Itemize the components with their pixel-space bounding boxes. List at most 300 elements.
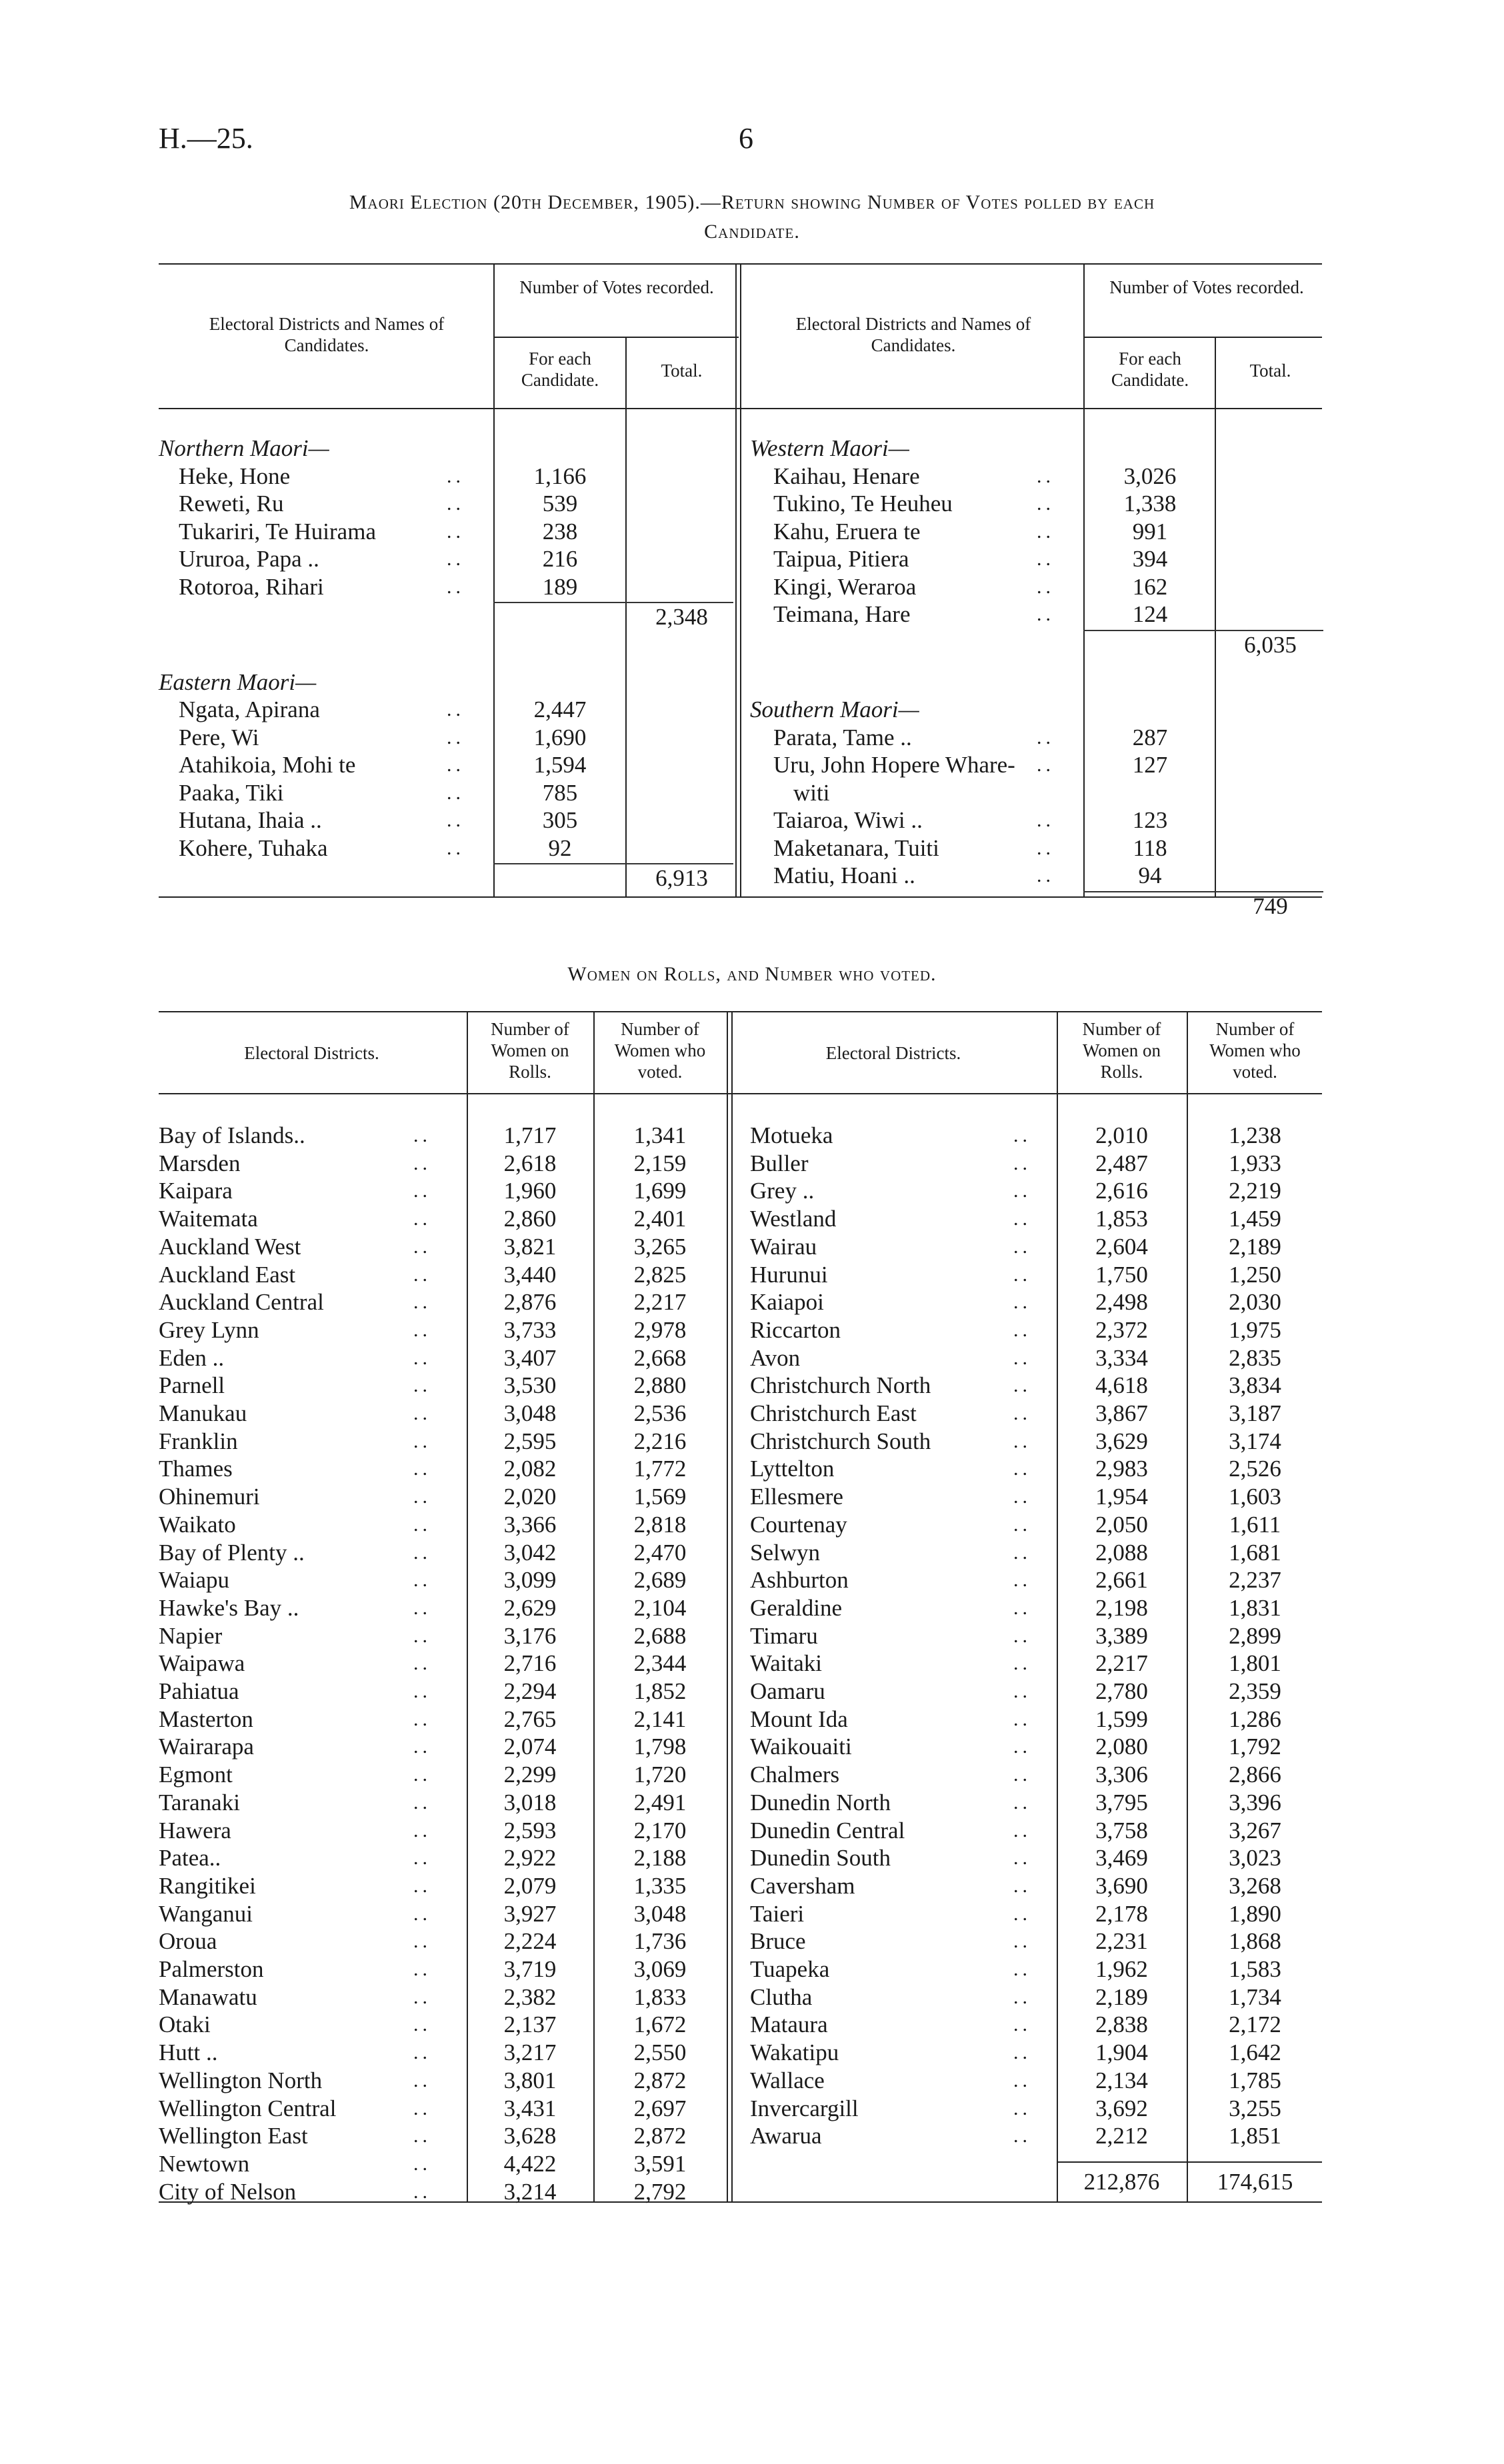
leader-dots: .. [413, 1569, 431, 1592]
leader-dots: .. [447, 781, 465, 804]
women-voted: 1,681 [1229, 1539, 1281, 1566]
district-name: Manawatu [159, 1983, 257, 2010]
candidate-name: Maketanara, Tuiti [773, 834, 939, 861]
district-name: Auckland Central [159, 1289, 324, 1316]
candidate-votes: 1,166 [533, 463, 587, 489]
district-name: Ohinemuri [159, 1484, 260, 1510]
women-on-rolls: 3,795 [1095, 1789, 1148, 1816]
candidate-votes: 238 [542, 518, 578, 545]
leader-dots: .. [1037, 465, 1055, 487]
women-on-rolls: 2,080 [1095, 1734, 1148, 1760]
women-on-rolls: 3,214 [503, 2178, 557, 2205]
women-voted: 2,872 [633, 2067, 687, 2093]
district-name: Palmerston [159, 1956, 264, 1982]
district-name: Caversham [750, 1872, 855, 1899]
candidate-votes: 1,690 [533, 724, 587, 750]
women-on-rolls: 4,618 [1095, 1372, 1148, 1399]
leader-dots: .. [1013, 1680, 1031, 1702]
leader-dots: .. [1013, 2097, 1031, 2119]
leader-dots: .. [1013, 1985, 1031, 2008]
women-voted: 1,286 [1229, 1706, 1281, 1732]
candidate-name: Rotoroa, Rihari [179, 573, 324, 600]
leader-dots: .. [413, 1180, 431, 1202]
district-name: Bay of Islands.. [159, 1122, 305, 1148]
women-on-rolls: 1,717 [503, 1122, 557, 1148]
women-voted: 1,341 [633, 1122, 687, 1148]
women-voted: 3,174 [1229, 1428, 1281, 1454]
leader-dots: .. [413, 1847, 431, 1869]
district-name: Newtown [159, 2150, 250, 2177]
candidate-name: Atahikoia, Mohi te [179, 752, 356, 778]
district-name: Riccarton [750, 1316, 841, 1343]
women-on-rolls: 1,904 [1095, 2039, 1148, 2066]
leader-dots: .. [413, 2097, 431, 2119]
women-col-rolls-right: Number of Women on Rolls. [1082, 1019, 1161, 1082]
women-voted: 1,975 [1229, 1316, 1281, 1343]
women-voted: 1,583 [1229, 1956, 1281, 1982]
district-name: Ashburton [750, 1567, 849, 1594]
leader-dots: .. [1013, 1791, 1031, 1814]
candidate-name: Uru, John Hopere Whare- [773, 752, 1015, 778]
women-voted: 2,978 [633, 1316, 687, 1343]
district-name: Waitaki [750, 1650, 822, 1677]
district-name: Wellington Central [159, 2095, 337, 2121]
women-col-district-right: Electoral Districts. [825, 1043, 961, 1063]
leader-dots: .. [1013, 1346, 1031, 1369]
women-on-rolls: 3,719 [503, 1956, 557, 1982]
leader-dots: .. [1013, 1652, 1031, 1675]
leader-dots: .. [413, 1374, 431, 1397]
district-name: Taranaki [159, 1789, 240, 1816]
women-on-rolls: 2,079 [503, 1872, 557, 1899]
women-on-rolls: 3,042 [503, 1539, 557, 1566]
candidate-votes: 92 [548, 834, 572, 861]
women-col-rolls: Number of Women on Rolls. [491, 1019, 569, 1082]
women-voted: 2,401 [633, 1206, 687, 1232]
candidate-votes: 3,026 [1123, 463, 1177, 489]
district-name: Parnell [159, 1372, 225, 1399]
women-on-rolls: 3,629 [1095, 1428, 1148, 1454]
women-voted: 2,835 [1229, 1344, 1281, 1371]
candidate-name: Tukino, Te Heuheu [773, 491, 953, 517]
leader-dots: .. [1013, 1958, 1031, 1980]
women-voted: 1,238 [1229, 1122, 1281, 1148]
district-name: Christchurch North [750, 1372, 931, 1399]
women-on-rolls: 2,088 [1095, 1539, 1148, 1566]
women-on-rolls: 2,593 [503, 1817, 557, 1844]
women-on-rolls: 1,750 [1095, 1261, 1148, 1288]
candidate-votes: 1,338 [1123, 491, 1177, 517]
leader-dots: .. [413, 1458, 431, 1480]
women-voted: 1,569 [633, 1484, 687, 1510]
district-name: Waitemata [159, 1206, 258, 1232]
leader-dots: .. [413, 1930, 431, 1953]
district-name: Dunedin South [750, 1845, 891, 1871]
women-voted: 2,792 [633, 2178, 687, 2205]
women-voted: 3,048 [633, 1900, 687, 1927]
women-voted: 2,159 [633, 1150, 687, 1176]
women-on-rolls: 2,372 [1095, 1316, 1148, 1343]
women-voted: 2,689 [633, 1567, 687, 1594]
women-voted: 2,188 [633, 1845, 687, 1871]
women-on-rolls: 2,294 [503, 1678, 557, 1704]
candidate-votes: 287 [1132, 724, 1168, 750]
women-on-rolls: 3,758 [1095, 1817, 1148, 1844]
election-col-total: Total. [661, 361, 703, 381]
leader-dots: .. [413, 1430, 431, 1452]
women-voted: 2,189 [1229, 1233, 1281, 1260]
leader-dots: .. [1013, 2069, 1031, 2091]
women-voted: 2,899 [1229, 1622, 1281, 1649]
leader-dots: .. [1013, 1764, 1031, 1786]
women-on-rolls: 2,382 [503, 1983, 557, 2010]
election-title-line2: Candidate. [704, 221, 800, 243]
district-name: Wellington North [159, 2067, 323, 2093]
district-name: Rangitikei [159, 1872, 256, 1899]
district-name: Buller [750, 1150, 809, 1176]
women-voted: 2,104 [633, 1594, 687, 1621]
women-title: Women on Rolls, and Number who voted. [567, 963, 937, 985]
women-voted: 3,396 [1229, 1789, 1281, 1816]
district-name: Dunedin North [750, 1789, 891, 1816]
women-on-rolls: 2,498 [1095, 1289, 1148, 1316]
leader-dots: .. [1013, 1318, 1031, 1341]
candidate-name: Taiaroa, Wiwi .. [773, 807, 923, 833]
district-name: Wellington East [159, 2123, 308, 2149]
leader-dots: .. [413, 1680, 431, 1702]
leader-dots: .. [1013, 2013, 1031, 2036]
women-voted: 1,792 [1229, 1734, 1281, 1760]
women-voted: 2,219 [1229, 1178, 1281, 1204]
leader-dots: .. [1037, 520, 1055, 543]
leader-dots: .. [447, 698, 465, 720]
leader-dots: .. [1013, 1569, 1031, 1592]
leader-dots: .. [413, 1764, 431, 1786]
district-name: Oamaru [750, 1678, 825, 1704]
candidate-votes: 539 [542, 491, 578, 517]
district-name: Ellesmere [750, 1484, 843, 1510]
leader-dots: .. [413, 1736, 431, 1758]
group-total: 2,348 [655, 604, 708, 630]
candidate-name: Pere, Wi [179, 724, 259, 750]
district-name: Wanganui [159, 1900, 253, 1927]
women-voted: 2,237 [1229, 1567, 1281, 1594]
leader-dots: .. [413, 1624, 431, 1647]
district-name: Dunedin Central [750, 1817, 905, 1844]
district-name: Courtenay [750, 1511, 847, 1538]
leader-dots: .. [413, 2152, 431, 2175]
leader-dots: .. [1037, 726, 1055, 748]
leader-dots: .. [413, 1263, 431, 1286]
district-name: Mount Ida [750, 1706, 848, 1732]
women-on-rolls: 2,224 [503, 1928, 557, 1955]
district-name: Christchurch East [750, 1400, 917, 1426]
election-title: Maori Election (20th December, 1905).—Return showing Number of Votes polled by each [349, 191, 1155, 213]
leader-dots: .. [413, 1346, 431, 1369]
women-on-rolls: 2,020 [503, 1484, 557, 1510]
district-heading: Northern Maori— [159, 435, 329, 461]
women-on-rolls: 2,050 [1095, 1511, 1148, 1538]
candidate-votes: 124 [1132, 601, 1168, 627]
women-voted: 2,344 [633, 1650, 687, 1677]
leader-dots: .. [413, 1291, 431, 1314]
district-name: Waipawa [159, 1650, 245, 1677]
women-on-rolls: 2,983 [1095, 1456, 1148, 1482]
district-name: Hawera [159, 1817, 231, 1844]
district-name: Hawke's Bay .. [159, 1594, 299, 1621]
leader-dots: .. [413, 1819, 431, 1842]
women-voted: 1,720 [633, 1762, 687, 1788]
women-voted: 2,030 [1229, 1289, 1281, 1316]
women-on-rolls: 1,960 [503, 1178, 557, 1204]
leader-dots: .. [1037, 754, 1055, 776]
candidate-votes: 123 [1132, 807, 1168, 833]
candidate-name: Kaihau, Henare [773, 463, 920, 489]
candidate-votes: 118 [1133, 834, 1167, 861]
women-voted: 2,526 [1229, 1456, 1281, 1482]
leader-dots: .. [1013, 1374, 1031, 1397]
women-on-rolls: 3,821 [503, 1233, 557, 1260]
district-name: Wairarapa [159, 1734, 254, 1760]
women-voted: 1,459 [1229, 1206, 1281, 1232]
leader-dots: .. [1013, 1430, 1031, 1452]
women-on-rolls: 2,217 [1095, 1650, 1148, 1677]
leader-dots: .. [447, 754, 465, 776]
women-voted: 2,697 [633, 2095, 687, 2121]
leader-dots: .. [1037, 836, 1055, 859]
candidate-name: Reweti, Ru [179, 491, 284, 517]
district-name: Oroua [159, 1928, 217, 1955]
leader-dots: .. [447, 726, 465, 748]
leader-dots: .. [1013, 1124, 1031, 1146]
district-name: Franklin [159, 1428, 238, 1454]
district-name: Kaipara [159, 1178, 233, 1204]
women-on-rolls: 2,212 [1095, 2123, 1148, 2149]
leader-dots: .. [1013, 1736, 1031, 1758]
election-col-votes-right: Number of Votes recorded. [1109, 277, 1304, 297]
candidate-name: Kingi, Weraroa [773, 573, 917, 600]
women-on-rolls: 2,178 [1095, 1900, 1148, 1927]
women-voted: 3,023 [1229, 1845, 1281, 1871]
district-name: Clutha [750, 1983, 813, 2010]
district-name: Motueka [750, 1122, 833, 1148]
leader-dots: .. [1037, 575, 1055, 598]
women-on-rolls: 3,469 [1095, 1845, 1148, 1871]
women-voted: 1,672 [633, 2011, 687, 2038]
district-name: Hurunui [750, 1261, 828, 1288]
leader-dots: .. [413, 1596, 431, 1619]
candidate-votes: 94 [1138, 862, 1162, 888]
candidate-name: Tukariri, Te Huirama [179, 518, 376, 545]
women-voted: 1,335 [633, 1872, 687, 1899]
women-voted: 1,250 [1229, 1261, 1281, 1288]
candidate-votes: 305 [542, 807, 578, 833]
women-voted: 2,216 [633, 1428, 687, 1454]
candidate-name: Matiu, Hoani .. [773, 862, 915, 888]
group-total: 749 [1253, 892, 1288, 919]
women-on-rolls: 1,962 [1095, 1956, 1148, 1982]
women-on-rolls: 2,595 [503, 1428, 557, 1454]
candidate-name: Kohere, Tuhaka [179, 834, 328, 861]
women-on-rolls: 2,198 [1095, 1594, 1148, 1621]
leader-dots: .. [413, 1513, 431, 1536]
district-name: Bruce [750, 1928, 806, 1955]
district-name: Timaru [750, 1622, 818, 1649]
women-voted: 3,069 [633, 1956, 687, 1982]
leader-dots: .. [413, 1791, 431, 1814]
leader-dots: .. [413, 1318, 431, 1341]
leader-dots: .. [1013, 2041, 1031, 2064]
women-on-rolls: 2,716 [503, 1650, 557, 1677]
women-on-rolls: 3,099 [503, 1567, 557, 1594]
candidate-votes: 189 [542, 573, 578, 600]
women-on-rolls: 3,867 [1095, 1400, 1148, 1426]
women-voted: 2,141 [633, 1706, 687, 1732]
district-name: Waikouaiti [750, 1734, 852, 1760]
leader-dots: .. [413, 1902, 431, 1925]
leader-dots: .. [447, 809, 465, 831]
district-name: Invercargill [750, 2095, 859, 2121]
women-col-voted-right: Number of Women who voted. [1209, 1019, 1301, 1082]
leader-dots: .. [1013, 1402, 1031, 1424]
leader-dots: .. [1013, 1458, 1031, 1480]
women-voted: 1,851 [1229, 2123, 1281, 2149]
leader-dots: .. [447, 548, 465, 570]
women-voted: 2,359 [1229, 1678, 1281, 1704]
women-on-rolls: 3,407 [503, 1344, 557, 1371]
women-on-rolls: 3,306 [1095, 1762, 1148, 1788]
women-voted: 2,217 [633, 1289, 687, 1316]
district-name: Geraldine [750, 1594, 842, 1621]
women-on-rolls: 2,838 [1095, 2011, 1148, 2038]
women-on-rolls: 2,134 [1095, 2067, 1148, 2093]
women-total-rolls: 212,876 [1083, 2169, 1160, 2195]
election-col-district-right: Electoral Districts and Names of Candidates. [795, 314, 1031, 355]
leader-dots: .. [1013, 1902, 1031, 1925]
women-on-rolls: 3,431 [503, 2095, 557, 2121]
women-voted: 3,255 [1229, 2095, 1281, 2121]
women-voted: 1,801 [1229, 1650, 1281, 1677]
leader-dots: .. [413, 1235, 431, 1258]
women-on-rolls: 3,927 [503, 1900, 557, 1927]
women-on-rolls: 3,217 [503, 2039, 557, 2066]
leader-dots: .. [413, 2125, 431, 2147]
women-total-voted: 174,615 [1217, 2169, 1293, 2195]
leader-dots: .. [413, 1708, 431, 1730]
leader-dots: .. [1013, 1235, 1031, 1258]
women-voted: 1,734 [1229, 1983, 1281, 2010]
document-reference: H.—25. [159, 122, 253, 155]
women-on-rolls: 3,048 [503, 1400, 557, 1426]
women-on-rolls: 3,366 [503, 1511, 557, 1538]
district-name: Otaki [159, 2011, 211, 2038]
women-on-rolls: 2,189 [1095, 1983, 1148, 2010]
women-on-rolls: 2,487 [1095, 1150, 1148, 1176]
candidate-name: Kahu, Eruera te [773, 518, 921, 545]
candidate-votes: 394 [1132, 546, 1168, 572]
women-voted: 1,798 [633, 1734, 687, 1760]
women-on-rolls: 2,231 [1095, 1928, 1148, 1955]
women-on-rolls: 2,765 [503, 1706, 557, 1732]
women-on-rolls: 3,628 [503, 2123, 557, 2149]
district-name: Napier [159, 1622, 223, 1649]
candidate-votes: 991 [1132, 518, 1168, 545]
women-voted: 2,550 [633, 2039, 687, 2066]
women-voted: 2,491 [633, 1789, 687, 1816]
district-name: Kaiapoi [750, 1289, 824, 1316]
women-on-rolls: 3,692 [1095, 2095, 1148, 2121]
district-name: Masterton [159, 1706, 253, 1732]
leader-dots: .. [1037, 809, 1055, 831]
women-voted: 3,187 [1229, 1400, 1281, 1426]
leader-dots: .. [413, 1486, 431, 1508]
district-heading: Southern Maori— [750, 696, 919, 722]
leader-dots: .. [1013, 1208, 1031, 1230]
women-voted: 1,772 [633, 1456, 687, 1482]
leader-dots: .. [447, 520, 465, 543]
district-name: Egmont [159, 1762, 233, 1788]
women-on-rolls: 3,530 [503, 1372, 557, 1399]
district-name: Grey Lynn [159, 1316, 259, 1343]
leader-dots: .. [1013, 1486, 1031, 1508]
women-on-rolls: 2,618 [503, 1150, 557, 1176]
district-name: Bay of Plenty .. [159, 1539, 305, 1566]
leader-dots: .. [1013, 1930, 1031, 1953]
women-voted: 1,642 [1229, 2039, 1281, 2066]
women-voted: 1,699 [633, 1178, 687, 1204]
leader-dots: .. [1013, 1708, 1031, 1730]
leader-dots: .. [447, 836, 465, 859]
election-col-each: For each Candidate. [521, 349, 599, 390]
leader-dots: .. [1037, 864, 1055, 886]
district-name: Lyttelton [750, 1456, 835, 1482]
women-voted: 2,866 [1229, 1762, 1281, 1788]
women-on-rolls: 3,733 [503, 1316, 557, 1343]
district-name: Pahiatua [159, 1678, 239, 1704]
women-voted: 2,536 [633, 1400, 687, 1426]
women-on-rolls: 3,440 [503, 1261, 557, 1288]
women-on-rolls: 3,690 [1095, 1872, 1148, 1899]
women-voted: 2,172 [1229, 2011, 1281, 2038]
leader-dots: .. [413, 2041, 431, 2064]
leader-dots: .. [447, 493, 465, 515]
district-heading: Eastern Maori— [159, 668, 317, 695]
candidate-votes: 2,447 [533, 696, 587, 722]
women-on-rolls: 2,137 [503, 2011, 557, 2038]
district-name: Chalmers [750, 1762, 840, 1788]
leader-dots: .. [413, 1958, 431, 1980]
candidate-votes: 785 [542, 779, 578, 806]
page-number: 6 [739, 122, 753, 155]
women-voted: 2,818 [633, 1511, 687, 1538]
district-name: City of Nelson [159, 2178, 297, 2205]
district-name: Waikato [159, 1511, 236, 1538]
women-on-rolls: 4,422 [503, 2150, 557, 2177]
leader-dots: .. [447, 575, 465, 598]
district-name: Patea.. [159, 1845, 221, 1871]
women-on-rolls: 2,860 [503, 1206, 557, 1232]
district-name: Hutt .. [159, 2039, 218, 2066]
women-on-rolls: 2,780 [1095, 1678, 1148, 1704]
women-voted: 1,603 [1229, 1484, 1281, 1510]
election-col-total-right: Total. [1249, 361, 1291, 381]
women-voted: 2,688 [633, 1622, 687, 1649]
district-name: Marsden [159, 1150, 241, 1176]
women-on-rolls: 2,299 [503, 1762, 557, 1788]
district-name: Wairau [750, 1233, 817, 1260]
election-col-each-right: For each Candidate. [1111, 349, 1189, 390]
leader-dots: .. [1037, 548, 1055, 570]
